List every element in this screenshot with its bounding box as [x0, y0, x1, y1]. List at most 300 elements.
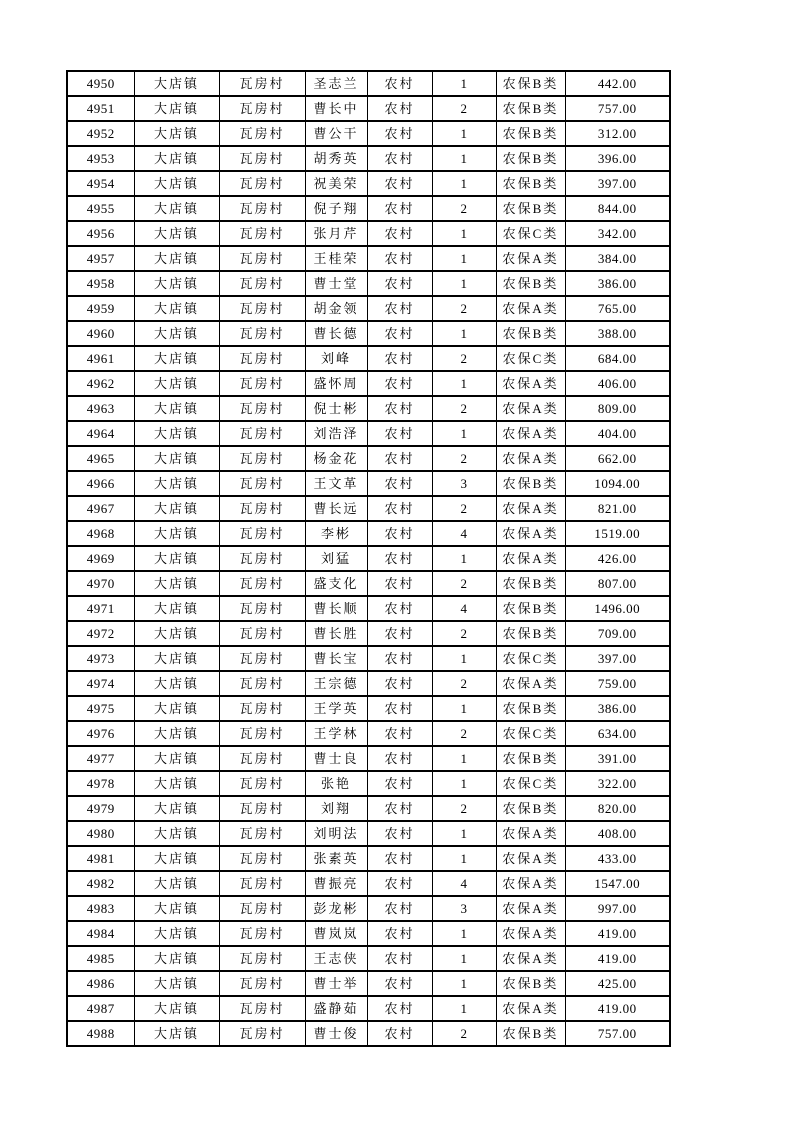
cell-village: 瓦房村 [219, 196, 305, 221]
cell-person-count: 2 [432, 721, 496, 746]
cell-village: 瓦房村 [219, 821, 305, 846]
cell-person-count: 1 [432, 996, 496, 1021]
table-row [67, 971, 670, 996]
cell-town: 大店镇 [134, 796, 219, 821]
cell-village: 瓦房村 [219, 221, 305, 246]
cell-person-count: 2 [432, 571, 496, 596]
cell-village: 瓦房村 [219, 296, 305, 321]
cell-person-name: 张素英 [305, 846, 367, 871]
cell-amount: 342.00 [565, 221, 670, 246]
cell-insurance-class: 农保A类 [496, 896, 565, 921]
cell-amount: 322.00 [565, 771, 670, 796]
cell-residence-type: 农村 [367, 246, 432, 271]
cell-village: 瓦房村 [219, 646, 305, 671]
cell-serial-number: 4961 [67, 346, 134, 371]
cell-amount: 1094.00 [565, 471, 670, 496]
cell-person-count: 1 [432, 221, 496, 246]
cell-residence-type: 农村 [367, 796, 432, 821]
cell-village: 瓦房村 [219, 496, 305, 521]
cell-person-count: 2 [432, 296, 496, 321]
cell-amount: 386.00 [565, 271, 670, 296]
cell-amount: 404.00 [565, 421, 670, 446]
cell-serial-number: 4959 [67, 296, 134, 321]
cell-residence-type: 农村 [367, 71, 432, 96]
cell-village: 瓦房村 [219, 96, 305, 121]
cell-amount: 1519.00 [565, 521, 670, 546]
table-row [67, 696, 670, 721]
cell-serial-number: 4968 [67, 521, 134, 546]
cell-village: 瓦房村 [219, 571, 305, 596]
cell-person-name: 王学英 [305, 696, 367, 721]
cell-amount: 820.00 [565, 796, 670, 821]
cell-insurance-class: 农保B类 [496, 971, 565, 996]
cell-village: 瓦房村 [219, 996, 305, 1021]
cell-town: 大店镇 [134, 596, 219, 621]
table-row [67, 346, 670, 371]
cell-amount: 634.00 [565, 721, 670, 746]
cell-residence-type: 农村 [367, 446, 432, 471]
cell-amount: 397.00 [565, 171, 670, 196]
cell-person-name: 胡金领 [305, 296, 367, 321]
cell-person-count: 1 [432, 546, 496, 571]
cell-amount: 419.00 [565, 946, 670, 971]
cell-amount: 433.00 [565, 846, 670, 871]
cell-village: 瓦房村 [219, 521, 305, 546]
insurance-roster-table [66, 70, 671, 1047]
cell-serial-number: 4954 [67, 171, 134, 196]
cell-amount: 709.00 [565, 621, 670, 646]
cell-residence-type: 农村 [367, 421, 432, 446]
cell-residence-type: 农村 [367, 496, 432, 521]
cell-residence-type: 农村 [367, 696, 432, 721]
table-row [67, 496, 670, 521]
cell-village: 瓦房村 [219, 721, 305, 746]
cell-person-count: 1 [432, 971, 496, 996]
cell-serial-number: 4971 [67, 596, 134, 621]
cell-amount: 426.00 [565, 546, 670, 571]
table-row [67, 946, 670, 971]
cell-town: 大店镇 [134, 171, 219, 196]
table-row [67, 121, 670, 146]
cell-serial-number: 4988 [67, 1021, 134, 1046]
table-row [67, 321, 670, 346]
cell-town: 大店镇 [134, 821, 219, 846]
cell-town: 大店镇 [134, 121, 219, 146]
cell-residence-type: 农村 [367, 871, 432, 896]
cell-serial-number: 4966 [67, 471, 134, 496]
cell-person-count: 1 [432, 846, 496, 871]
cell-serial-number: 4986 [67, 971, 134, 996]
cell-town: 大店镇 [134, 996, 219, 1021]
cell-amount: 391.00 [565, 746, 670, 771]
cell-person-name: 圣志兰 [305, 71, 367, 96]
cell-person-count: 2 [432, 621, 496, 646]
cell-amount: 809.00 [565, 396, 670, 421]
cell-village: 瓦房村 [219, 121, 305, 146]
cell-village: 瓦房村 [219, 346, 305, 371]
cell-residence-type: 农村 [367, 471, 432, 496]
cell-amount: 408.00 [565, 821, 670, 846]
table-row [67, 296, 670, 321]
table-row [67, 821, 670, 846]
cell-person-count: 1 [432, 121, 496, 146]
cell-amount: 757.00 [565, 96, 670, 121]
table-row [67, 146, 670, 171]
cell-insurance-class: 农保A类 [496, 396, 565, 421]
cell-residence-type: 农村 [367, 746, 432, 771]
cell-serial-number: 4950 [67, 71, 134, 96]
cell-serial-number: 4955 [67, 196, 134, 221]
table-row [67, 871, 670, 896]
cell-village: 瓦房村 [219, 971, 305, 996]
cell-town: 大店镇 [134, 71, 219, 96]
cell-village: 瓦房村 [219, 71, 305, 96]
cell-insurance-class: 农保A类 [496, 946, 565, 971]
cell-person-count: 1 [432, 271, 496, 296]
table-row [67, 371, 670, 396]
cell-person-name: 曹长宝 [305, 646, 367, 671]
cell-insurance-class: 农保B类 [496, 471, 565, 496]
cell-village: 瓦房村 [219, 921, 305, 946]
cell-person-count: 1 [432, 146, 496, 171]
cell-town: 大店镇 [134, 896, 219, 921]
cell-serial-number: 4965 [67, 446, 134, 471]
cell-amount: 1496.00 [565, 596, 670, 621]
cell-amount: 384.00 [565, 246, 670, 271]
cell-insurance-class: 农保C类 [496, 221, 565, 246]
cell-serial-number: 4987 [67, 996, 134, 1021]
cell-town: 大店镇 [134, 696, 219, 721]
cell-amount: 684.00 [565, 346, 670, 371]
cell-person-count: 1 [432, 821, 496, 846]
cell-person-name: 曹长远 [305, 496, 367, 521]
cell-person-name: 杨金花 [305, 446, 367, 471]
cell-serial-number: 4983 [67, 896, 134, 921]
cell-town: 大店镇 [134, 196, 219, 221]
cell-serial-number: 4979 [67, 796, 134, 821]
cell-person-name: 曹士俊 [305, 1021, 367, 1046]
cell-insurance-class: 农保A类 [496, 246, 565, 271]
cell-serial-number: 4985 [67, 946, 134, 971]
cell-serial-number: 4964 [67, 421, 134, 446]
cell-insurance-class: 农保B类 [496, 596, 565, 621]
cell-insurance-class: 农保A类 [496, 446, 565, 471]
cell-residence-type: 农村 [367, 721, 432, 746]
cell-insurance-class: 农保A类 [496, 371, 565, 396]
cell-residence-type: 农村 [367, 296, 432, 321]
cell-town: 大店镇 [134, 746, 219, 771]
cell-serial-number: 4960 [67, 321, 134, 346]
cell-residence-type: 农村 [367, 396, 432, 421]
cell-amount: 396.00 [565, 146, 670, 171]
cell-village: 瓦房村 [219, 896, 305, 921]
cell-person-count: 3 [432, 471, 496, 496]
cell-village: 瓦房村 [219, 621, 305, 646]
cell-person-count: 1 [432, 71, 496, 96]
cell-person-name: 曹长胜 [305, 621, 367, 646]
table-row [67, 171, 670, 196]
cell-person-count: 1 [432, 771, 496, 796]
cell-village: 瓦房村 [219, 421, 305, 446]
cell-serial-number: 4974 [67, 671, 134, 696]
cell-person-count: 1 [432, 171, 496, 196]
cell-serial-number: 4975 [67, 696, 134, 721]
cell-amount: 765.00 [565, 296, 670, 321]
cell-town: 大店镇 [134, 146, 219, 171]
cell-insurance-class: 农保B类 [496, 196, 565, 221]
cell-residence-type: 农村 [367, 1021, 432, 1046]
cell-amount: 419.00 [565, 921, 670, 946]
cell-insurance-class: 农保B类 [496, 1021, 565, 1046]
cell-person-count: 4 [432, 871, 496, 896]
cell-serial-number: 4984 [67, 921, 134, 946]
cell-residence-type: 农村 [367, 971, 432, 996]
table-row [67, 196, 670, 221]
cell-person-count: 2 [432, 346, 496, 371]
cell-person-name: 曹士举 [305, 971, 367, 996]
cell-residence-type: 农村 [367, 846, 432, 871]
cell-residence-type: 农村 [367, 371, 432, 396]
cell-person-count: 2 [432, 796, 496, 821]
cell-amount: 406.00 [565, 371, 670, 396]
cell-town: 大店镇 [134, 846, 219, 871]
cell-village: 瓦房村 [219, 1021, 305, 1046]
cell-person-name: 盛静茹 [305, 996, 367, 1021]
table-row [67, 921, 670, 946]
cell-residence-type: 农村 [367, 521, 432, 546]
cell-person-name: 李彬 [305, 521, 367, 546]
cell-town: 大店镇 [134, 571, 219, 596]
cell-serial-number: 4980 [67, 821, 134, 846]
cell-person-name: 曹长顺 [305, 596, 367, 621]
cell-village: 瓦房村 [219, 871, 305, 896]
cell-village: 瓦房村 [219, 946, 305, 971]
cell-person-count: 2 [432, 446, 496, 471]
table-row [67, 271, 670, 296]
cell-residence-type: 农村 [367, 921, 432, 946]
cell-town: 大店镇 [134, 546, 219, 571]
cell-town: 大店镇 [134, 1021, 219, 1046]
table-row [67, 996, 670, 1021]
cell-residence-type: 农村 [367, 146, 432, 171]
cell-village: 瓦房村 [219, 846, 305, 871]
cell-amount: 425.00 [565, 971, 670, 996]
cell-amount: 397.00 [565, 646, 670, 671]
cell-insurance-class: 农保B类 [496, 171, 565, 196]
table-row [67, 721, 670, 746]
cell-residence-type: 农村 [367, 671, 432, 696]
cell-town: 大店镇 [134, 371, 219, 396]
cell-insurance-class: 农保B类 [496, 71, 565, 96]
table-row [67, 1021, 670, 1046]
cell-amount: 844.00 [565, 196, 670, 221]
cell-insurance-class: 农保A类 [496, 521, 565, 546]
cell-amount: 1547.00 [565, 871, 670, 896]
cell-person-name: 盛支化 [305, 571, 367, 596]
table-row [67, 446, 670, 471]
cell-insurance-class: 农保A类 [496, 921, 565, 946]
cell-person-name: 王学林 [305, 721, 367, 746]
table-row [67, 396, 670, 421]
cell-serial-number: 4969 [67, 546, 134, 571]
cell-person-count: 2 [432, 196, 496, 221]
cell-residence-type: 农村 [367, 821, 432, 846]
cell-town: 大店镇 [134, 471, 219, 496]
cell-residence-type: 农村 [367, 571, 432, 596]
table-body [67, 71, 670, 1046]
cell-person-name: 王桂荣 [305, 246, 367, 271]
cell-insurance-class: 农保A类 [496, 671, 565, 696]
cell-insurance-class: 农保B类 [496, 146, 565, 171]
cell-person-name: 王志侠 [305, 946, 367, 971]
cell-residence-type: 农村 [367, 621, 432, 646]
cell-town: 大店镇 [134, 971, 219, 996]
cell-insurance-class: 农保C类 [496, 721, 565, 746]
cell-insurance-class: 农保A类 [496, 821, 565, 846]
cell-insurance-class: 农保B类 [496, 796, 565, 821]
cell-person-name: 倪士彬 [305, 396, 367, 421]
cell-person-count: 4 [432, 521, 496, 546]
table-row [67, 96, 670, 121]
cell-person-count: 3 [432, 896, 496, 921]
table-row [67, 246, 670, 271]
cell-town: 大店镇 [134, 421, 219, 446]
cell-town: 大店镇 [134, 671, 219, 696]
cell-serial-number: 4952 [67, 121, 134, 146]
cell-serial-number: 4973 [67, 646, 134, 671]
table-row [67, 521, 670, 546]
cell-serial-number: 4956 [67, 221, 134, 246]
cell-amount: 388.00 [565, 321, 670, 346]
cell-person-name: 张艳 [305, 771, 367, 796]
cell-insurance-class: 农保B类 [496, 746, 565, 771]
cell-person-name: 祝美荣 [305, 171, 367, 196]
cell-town: 大店镇 [134, 921, 219, 946]
cell-town: 大店镇 [134, 771, 219, 796]
table-row [67, 796, 670, 821]
cell-insurance-class: 农保A类 [496, 546, 565, 571]
cell-village: 瓦房村 [219, 146, 305, 171]
cell-town: 大店镇 [134, 621, 219, 646]
cell-person-name: 刘浩泽 [305, 421, 367, 446]
table-row [67, 71, 670, 96]
cell-insurance-class: 农保B类 [496, 571, 565, 596]
cell-insurance-class: 农保B类 [496, 271, 565, 296]
cell-town: 大店镇 [134, 446, 219, 471]
cell-insurance-class: 农保B类 [496, 621, 565, 646]
cell-serial-number: 4957 [67, 246, 134, 271]
cell-town: 大店镇 [134, 496, 219, 521]
cell-residence-type: 农村 [367, 896, 432, 921]
table-row [67, 621, 670, 646]
cell-person-count: 1 [432, 246, 496, 271]
cell-person-name: 曹岚岚 [305, 921, 367, 946]
cell-person-name: 彭龙彬 [305, 896, 367, 921]
cell-insurance-class: 农保C类 [496, 646, 565, 671]
cell-village: 瓦房村 [219, 321, 305, 346]
cell-insurance-class: 农保B类 [496, 96, 565, 121]
cell-person-count: 1 [432, 921, 496, 946]
cell-amount: 312.00 [565, 121, 670, 146]
cell-village: 瓦房村 [219, 671, 305, 696]
cell-town: 大店镇 [134, 396, 219, 421]
table-row [67, 846, 670, 871]
cell-residence-type: 农村 [367, 221, 432, 246]
cell-residence-type: 农村 [367, 771, 432, 796]
cell-person-count: 1 [432, 696, 496, 721]
cell-residence-type: 农村 [367, 996, 432, 1021]
cell-insurance-class: 农保B类 [496, 321, 565, 346]
table-row [67, 471, 670, 496]
cell-village: 瓦房村 [219, 796, 305, 821]
cell-person-count: 2 [432, 396, 496, 421]
cell-insurance-class: 农保A类 [496, 421, 565, 446]
cell-person-count: 2 [432, 671, 496, 696]
cell-residence-type: 农村 [367, 646, 432, 671]
cell-serial-number: 4970 [67, 571, 134, 596]
cell-person-count: 1 [432, 646, 496, 671]
cell-residence-type: 农村 [367, 596, 432, 621]
cell-village: 瓦房村 [219, 246, 305, 271]
cell-person-name: 盛怀周 [305, 371, 367, 396]
cell-person-name: 胡秀英 [305, 146, 367, 171]
cell-village: 瓦房村 [219, 471, 305, 496]
cell-insurance-class: 农保C类 [496, 771, 565, 796]
table-row [67, 596, 670, 621]
cell-insurance-class: 农保B类 [496, 121, 565, 146]
cell-person-name: 曹公干 [305, 121, 367, 146]
cell-insurance-class: 农保A类 [496, 996, 565, 1021]
cell-person-count: 1 [432, 321, 496, 346]
cell-village: 瓦房村 [219, 171, 305, 196]
cell-person-name: 倪子翔 [305, 196, 367, 221]
cell-serial-number: 4951 [67, 96, 134, 121]
cell-town: 大店镇 [134, 721, 219, 746]
cell-serial-number: 4977 [67, 746, 134, 771]
cell-residence-type: 农村 [367, 321, 432, 346]
cell-amount: 419.00 [565, 996, 670, 1021]
cell-amount: 807.00 [565, 571, 670, 596]
cell-serial-number: 4958 [67, 271, 134, 296]
cell-person-name: 张月芹 [305, 221, 367, 246]
cell-insurance-class: 农保C类 [496, 346, 565, 371]
cell-serial-number: 4953 [67, 146, 134, 171]
cell-person-name: 刘峰 [305, 346, 367, 371]
cell-town: 大店镇 [134, 521, 219, 546]
cell-insurance-class: 农保A类 [496, 296, 565, 321]
cell-person-name: 曹士堂 [305, 271, 367, 296]
cell-town: 大店镇 [134, 946, 219, 971]
table-row [67, 671, 670, 696]
cell-serial-number: 4982 [67, 871, 134, 896]
cell-person-name: 曹振亮 [305, 871, 367, 896]
cell-village: 瓦房村 [219, 746, 305, 771]
table-row [67, 771, 670, 796]
cell-serial-number: 4981 [67, 846, 134, 871]
table-row [67, 746, 670, 771]
cell-residence-type: 农村 [367, 121, 432, 146]
cell-serial-number: 4962 [67, 371, 134, 396]
cell-person-count: 1 [432, 946, 496, 971]
cell-person-name: 刘翔 [305, 796, 367, 821]
table-row [67, 646, 670, 671]
table-row [67, 421, 670, 446]
cell-person-count: 2 [432, 1021, 496, 1046]
cell-village: 瓦房村 [219, 446, 305, 471]
cell-amount: 442.00 [565, 71, 670, 96]
cell-town: 大店镇 [134, 96, 219, 121]
cell-village: 瓦房村 [219, 271, 305, 296]
